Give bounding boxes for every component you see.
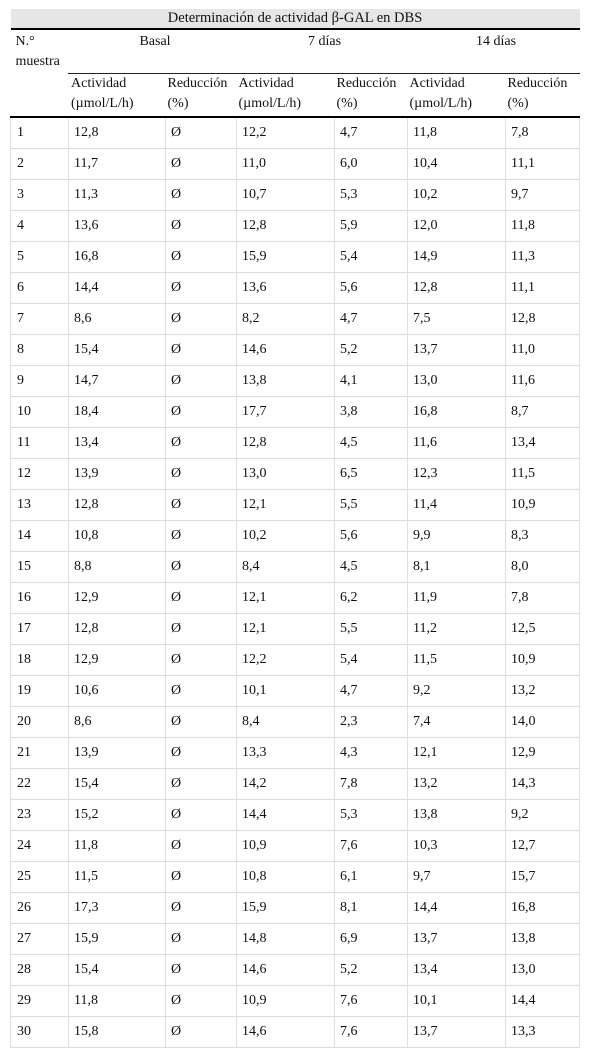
cell-7d-activity: 14,4 [237,800,335,831]
table-row [11,149,580,180]
cell-sample-number: 12 [11,459,69,490]
cell-14d-activity: 11,6 [408,428,506,459]
cell-14d-activity: 10,3 [408,831,506,862]
table-row [11,614,580,645]
cell-basal-reduction: Ø [166,862,237,893]
cell-7d-activity: 10,8 [237,862,335,893]
cell-7d-activity: 12,8 [237,428,335,459]
cell-14d-reduction: 11,3 [506,242,580,273]
cell-14d-activity: 13,7 [408,924,506,955]
cell-basal-activity: 8,6 [69,707,166,738]
cell-sample-number: 7 [11,304,69,335]
cell-basal-reduction: Ø [166,521,237,552]
cell-sample-number: 6 [11,273,69,304]
cell-basal-reduction: Ø [166,552,237,583]
cell-basal-reduction: Ø [166,769,237,800]
group-header-basal: Basal [139,34,171,49]
table-row [11,273,580,304]
cell-14d-reduction: 11,1 [506,273,580,304]
table-row [11,490,580,521]
cell-14d-reduction: 9,2 [506,800,580,831]
cell-7d-reduction: 4,1 [335,366,408,397]
table-row [11,862,580,893]
cell-sample-number: 27 [11,924,69,955]
cell-basal-reduction: Ø [166,800,237,831]
cell-14d-reduction: 13,3 [506,1017,580,1048]
table-row [11,769,580,800]
cell-sample-number: 10 [11,397,69,428]
cell-sample-number: 2 [11,149,69,180]
cell-14d-activity: 7,5 [408,304,506,335]
group-header-14-days: 14 días [476,34,517,49]
cell-7d-activity: 12,1 [237,583,335,614]
cell-basal-activity: 12,8 [69,117,166,149]
beta-gal-activity-table [10,9,580,1048]
cell-sample-number: 8 [11,335,69,366]
cell-basal-reduction: Ø [166,149,237,180]
cell-14d-activity: 11,8 [408,117,506,149]
table-row [11,304,580,335]
cell-basal-activity: 14,4 [69,273,166,304]
cell-14d-activity: 16,8 [408,397,506,428]
cell-14d-activity: 11,9 [408,583,506,614]
cell-sample-number: 25 [11,862,69,893]
cell-7d-reduction: 6,9 [335,924,408,955]
cell-14d-reduction: 7,8 [506,583,580,614]
cell-7d-activity: 11,0 [237,149,335,180]
cell-14d-reduction: 11,0 [506,335,580,366]
cell-7d-activity: 13,0 [237,459,335,490]
cell-14d-activity: 10,1 [408,986,506,1017]
cell-14d-activity: 13,0 [408,366,506,397]
cell-sample-number: 1 [11,117,69,149]
cell-basal-reduction: Ø [166,428,237,459]
cell-14d-reduction: 12,7 [506,831,580,862]
cell-basal-activity: 13,9 [69,459,166,490]
cell-7d-activity: 10,9 [237,831,335,862]
cell-7d-reduction: 6,2 [335,583,408,614]
cell-7d-reduction: 3,8 [335,397,408,428]
cell-7d-activity: 14,2 [237,769,335,800]
cell-basal-activity: 12,9 [69,645,166,676]
cell-sample-number: 29 [11,986,69,1017]
table-row [11,676,580,707]
table-row [11,521,580,552]
cell-7d-activity: 13,6 [237,273,335,304]
cell-14d-reduction: 11,1 [506,149,580,180]
cell-basal-reduction: Ø [166,986,237,1017]
cell-basal-reduction: Ø [166,645,237,676]
table-row [11,924,580,955]
cell-7d-activity: 10,2 [237,521,335,552]
cell-sample-number: 22 [11,769,69,800]
cell-7d-reduction: 5,6 [335,273,408,304]
table-row [11,583,580,614]
cell-basal-reduction: Ø [166,459,237,490]
table-title: Determinación de actividad β-GAL en DBS [11,9,580,29]
cell-7d-reduction: 5,6 [335,521,408,552]
cell-14d-activity: 8,1 [408,552,506,583]
cell-7d-activity: 12,1 [237,490,335,521]
cell-7d-activity: 10,7 [237,180,335,211]
cell-7d-activity: 10,9 [237,986,335,1017]
cell-basal-reduction: Ø [166,273,237,304]
cell-14d-activity: 11,4 [408,490,506,521]
cell-7d-activity: 12,8 [237,211,335,242]
cell-14d-activity: 9,9 [408,521,506,552]
cell-basal-reduction: Ø [166,242,237,273]
cell-7d-reduction: 4,7 [335,304,408,335]
table-row [11,800,580,831]
table-row [11,459,580,490]
subheader-reduction: Reducción (%) [166,74,237,118]
cell-sample-number: 19 [11,676,69,707]
sample-number-header: N.° muestra [15,34,60,69]
cell-sample-number: 9 [11,366,69,397]
cell-7d-reduction: 6,0 [335,149,408,180]
cell-14d-activity: 12,1 [408,738,506,769]
cell-sample-number: 3 [11,180,69,211]
cell-7d-activity: 8,4 [237,552,335,583]
cell-7d-reduction: 4,5 [335,428,408,459]
cell-7d-reduction: 5,4 [335,242,408,273]
cell-14d-reduction: 11,8 [506,211,580,242]
cell-basal-reduction: Ø [166,335,237,366]
cell-7d-reduction: 5,5 [335,614,408,645]
table-row [11,831,580,862]
cell-sample-number: 28 [11,955,69,986]
cell-sample-number: 26 [11,893,69,924]
group-header-7-days: 7 días [307,34,342,49]
cell-basal-reduction: Ø [166,676,237,707]
cell-7d-reduction: 2,3 [335,707,408,738]
cell-7d-reduction: 6,1 [335,862,408,893]
cell-basal-activity: 12,9 [69,583,166,614]
cell-basal-reduction: Ø [166,366,237,397]
cell-14d-activity: 14,9 [408,242,506,273]
cell-7d-reduction: 5,2 [335,955,408,986]
cell-basal-activity: 15,4 [69,335,166,366]
cell-14d-reduction: 12,8 [506,304,580,335]
cell-7d-reduction: 4,7 [335,117,408,149]
cell-7d-activity: 8,4 [237,707,335,738]
cell-sample-number: 21 [11,738,69,769]
cell-basal-activity: 15,8 [69,1017,166,1048]
cell-7d-reduction: 7,6 [335,1017,408,1048]
cell-14d-reduction: 11,6 [506,366,580,397]
cell-basal-activity: 12,8 [69,614,166,645]
cell-14d-reduction: 14,0 [506,707,580,738]
cell-14d-activity: 7,4 [408,707,506,738]
cell-7d-activity: 13,8 [237,366,335,397]
table-row [11,645,580,676]
table-row [11,1017,580,1048]
cell-14d-reduction: 8,7 [506,397,580,428]
table-row [11,552,580,583]
cell-basal-reduction: Ø [166,614,237,645]
cell-basal-reduction: Ø [166,1017,237,1048]
table-row [11,893,580,924]
cell-14d-reduction: 10,9 [506,490,580,521]
cell-basal-activity: 8,8 [69,552,166,583]
cell-basal-activity: 15,4 [69,955,166,986]
cell-7d-reduction: 5,3 [335,180,408,211]
cell-basal-activity: 15,2 [69,800,166,831]
cell-sample-number: 24 [11,831,69,862]
cell-sample-number: 5 [11,242,69,273]
cell-7d-activity: 12,1 [237,614,335,645]
cell-14d-activity: 13,7 [408,1017,506,1048]
cell-sample-number: 13 [11,490,69,521]
cell-7d-activity: 13,3 [237,738,335,769]
cell-7d-reduction: 7,8 [335,769,408,800]
cell-basal-activity: 16,8 [69,242,166,273]
cell-14d-reduction: 15,7 [506,862,580,893]
cell-14d-reduction: 7,8 [506,117,580,149]
cell-sample-number: 30 [11,1017,69,1048]
cell-14d-reduction: 10,9 [506,645,580,676]
table-row [11,397,580,428]
cell-7d-reduction: 4,3 [335,738,408,769]
cell-14d-reduction: 9,7 [506,180,580,211]
cell-basal-activity: 14,7 [69,366,166,397]
cell-sample-number: 15 [11,552,69,583]
cell-sample-number: 16 [11,583,69,614]
cell-14d-activity: 10,2 [408,180,506,211]
cell-14d-reduction: 8,0 [506,552,580,583]
cell-sample-number: 17 [11,614,69,645]
table-row [11,986,580,1017]
cell-7d-reduction: 5,4 [335,645,408,676]
cell-basal-reduction: Ø [166,583,237,614]
cell-7d-reduction: 5,2 [335,335,408,366]
cell-sample-number: 18 [11,645,69,676]
cell-sample-number: 14 [11,521,69,552]
cell-basal-activity: 13,9 [69,738,166,769]
subheader-activity: Actividad (µmol/L/h) [408,74,506,118]
cell-basal-activity: 8,6 [69,304,166,335]
cell-14d-activity: 10,4 [408,149,506,180]
cell-14d-reduction: 13,0 [506,955,580,986]
cell-basal-reduction: Ø [166,831,237,862]
cell-7d-reduction: 4,5 [335,552,408,583]
cell-sample-number: 4 [11,211,69,242]
cell-basal-reduction: Ø [166,490,237,521]
cell-basal-reduction: Ø [166,117,237,149]
table-row [11,428,580,459]
cell-basal-reduction: Ø [166,893,237,924]
cell-7d-activity: 17,7 [237,397,335,428]
cell-basal-activity: 18,4 [69,397,166,428]
cell-basal-reduction: Ø [166,211,237,242]
subheader-reduction: Reducción (%) [335,74,408,118]
cell-7d-activity: 8,2 [237,304,335,335]
cell-basal-activity: 17,3 [69,893,166,924]
cell-14d-activity: 13,2 [408,769,506,800]
cell-14d-activity: 12,8 [408,273,506,304]
cell-sample-number: 23 [11,800,69,831]
subheader-activity: Actividad (µmol/L/h) [237,74,335,118]
cell-7d-activity: 15,9 [237,893,335,924]
cell-14d-reduction: 12,5 [506,614,580,645]
cell-14d-reduction: 12,9 [506,738,580,769]
cell-basal-activity: 10,6 [69,676,166,707]
cell-7d-activity: 14,8 [237,924,335,955]
cell-7d-reduction: 7,6 [335,986,408,1017]
table-row [11,366,580,397]
cell-basal-activity: 11,7 [69,149,166,180]
cell-14d-activity: 11,2 [408,614,506,645]
cell-7d-activity: 14,6 [237,1017,335,1048]
cell-sample-number: 11 [11,428,69,459]
subheader-reduction: Reducción (%) [506,74,580,118]
cell-basal-activity: 13,4 [69,428,166,459]
cell-basal-reduction: Ø [166,397,237,428]
cell-14d-activity: 14,4 [408,893,506,924]
cell-14d-reduction: 13,4 [506,428,580,459]
cell-7d-activity: 12,2 [237,117,335,149]
table-row [11,738,580,769]
cell-14d-activity: 9,2 [408,676,506,707]
cell-7d-reduction: 8,1 [335,893,408,924]
cell-7d-activity: 14,6 [237,955,335,986]
cell-14d-activity: 9,7 [408,862,506,893]
cell-basal-activity: 11,8 [69,831,166,862]
cell-7d-reduction: 5,5 [335,490,408,521]
cell-14d-reduction: 14,3 [506,769,580,800]
cell-7d-activity: 14,6 [237,335,335,366]
cell-14d-reduction: 13,2 [506,676,580,707]
cell-7d-activity: 12,2 [237,645,335,676]
subheader-activity: Actividad (µmol/L/h) [69,74,166,118]
table-row [11,955,580,986]
cell-7d-reduction: 5,3 [335,800,408,831]
cell-basal-activity: 11,3 [69,180,166,211]
cell-basal-reduction: Ø [166,924,237,955]
cell-7d-activity: 15,9 [237,242,335,273]
cell-basal-activity: 11,5 [69,862,166,893]
cell-basal-activity: 15,9 [69,924,166,955]
cell-14d-reduction: 11,5 [506,459,580,490]
cell-basal-activity: 15,4 [69,769,166,800]
table-row [11,211,580,242]
cell-basal-reduction: Ø [166,304,237,335]
cell-basal-activity: 10,8 [69,521,166,552]
cell-14d-reduction: 8,3 [506,521,580,552]
cell-basal-activity: 12,8 [69,490,166,521]
cell-14d-activity: 11,5 [408,645,506,676]
cell-14d-activity: 12,0 [408,211,506,242]
table-body [11,117,580,1048]
cell-basal-activity: 11,8 [69,986,166,1017]
cell-basal-reduction: Ø [166,738,237,769]
cell-14d-activity: 13,4 [408,955,506,986]
cell-sample-number: 20 [11,707,69,738]
cell-basal-reduction: Ø [166,955,237,986]
cell-basal-reduction: Ø [166,180,237,211]
cell-14d-activity: 13,7 [408,335,506,366]
table-row [11,180,580,211]
cell-14d-reduction: 16,8 [506,893,580,924]
table-row [11,707,580,738]
cell-14d-activity: 12,3 [408,459,506,490]
cell-7d-reduction: 6,5 [335,459,408,490]
table-row [11,117,580,149]
cell-14d-activity: 13,8 [408,800,506,831]
table-row [11,242,580,273]
cell-basal-activity: 13,6 [69,211,166,242]
cell-7d-reduction: 7,6 [335,831,408,862]
cell-7d-reduction: 4,7 [335,676,408,707]
table-row [11,335,580,366]
cell-14d-reduction: 13,8 [506,924,580,955]
cell-7d-activity: 10,1 [237,676,335,707]
cell-14d-reduction: 14,4 [506,986,580,1017]
cell-7d-reduction: 5,9 [335,211,408,242]
cell-basal-reduction: Ø [166,707,237,738]
